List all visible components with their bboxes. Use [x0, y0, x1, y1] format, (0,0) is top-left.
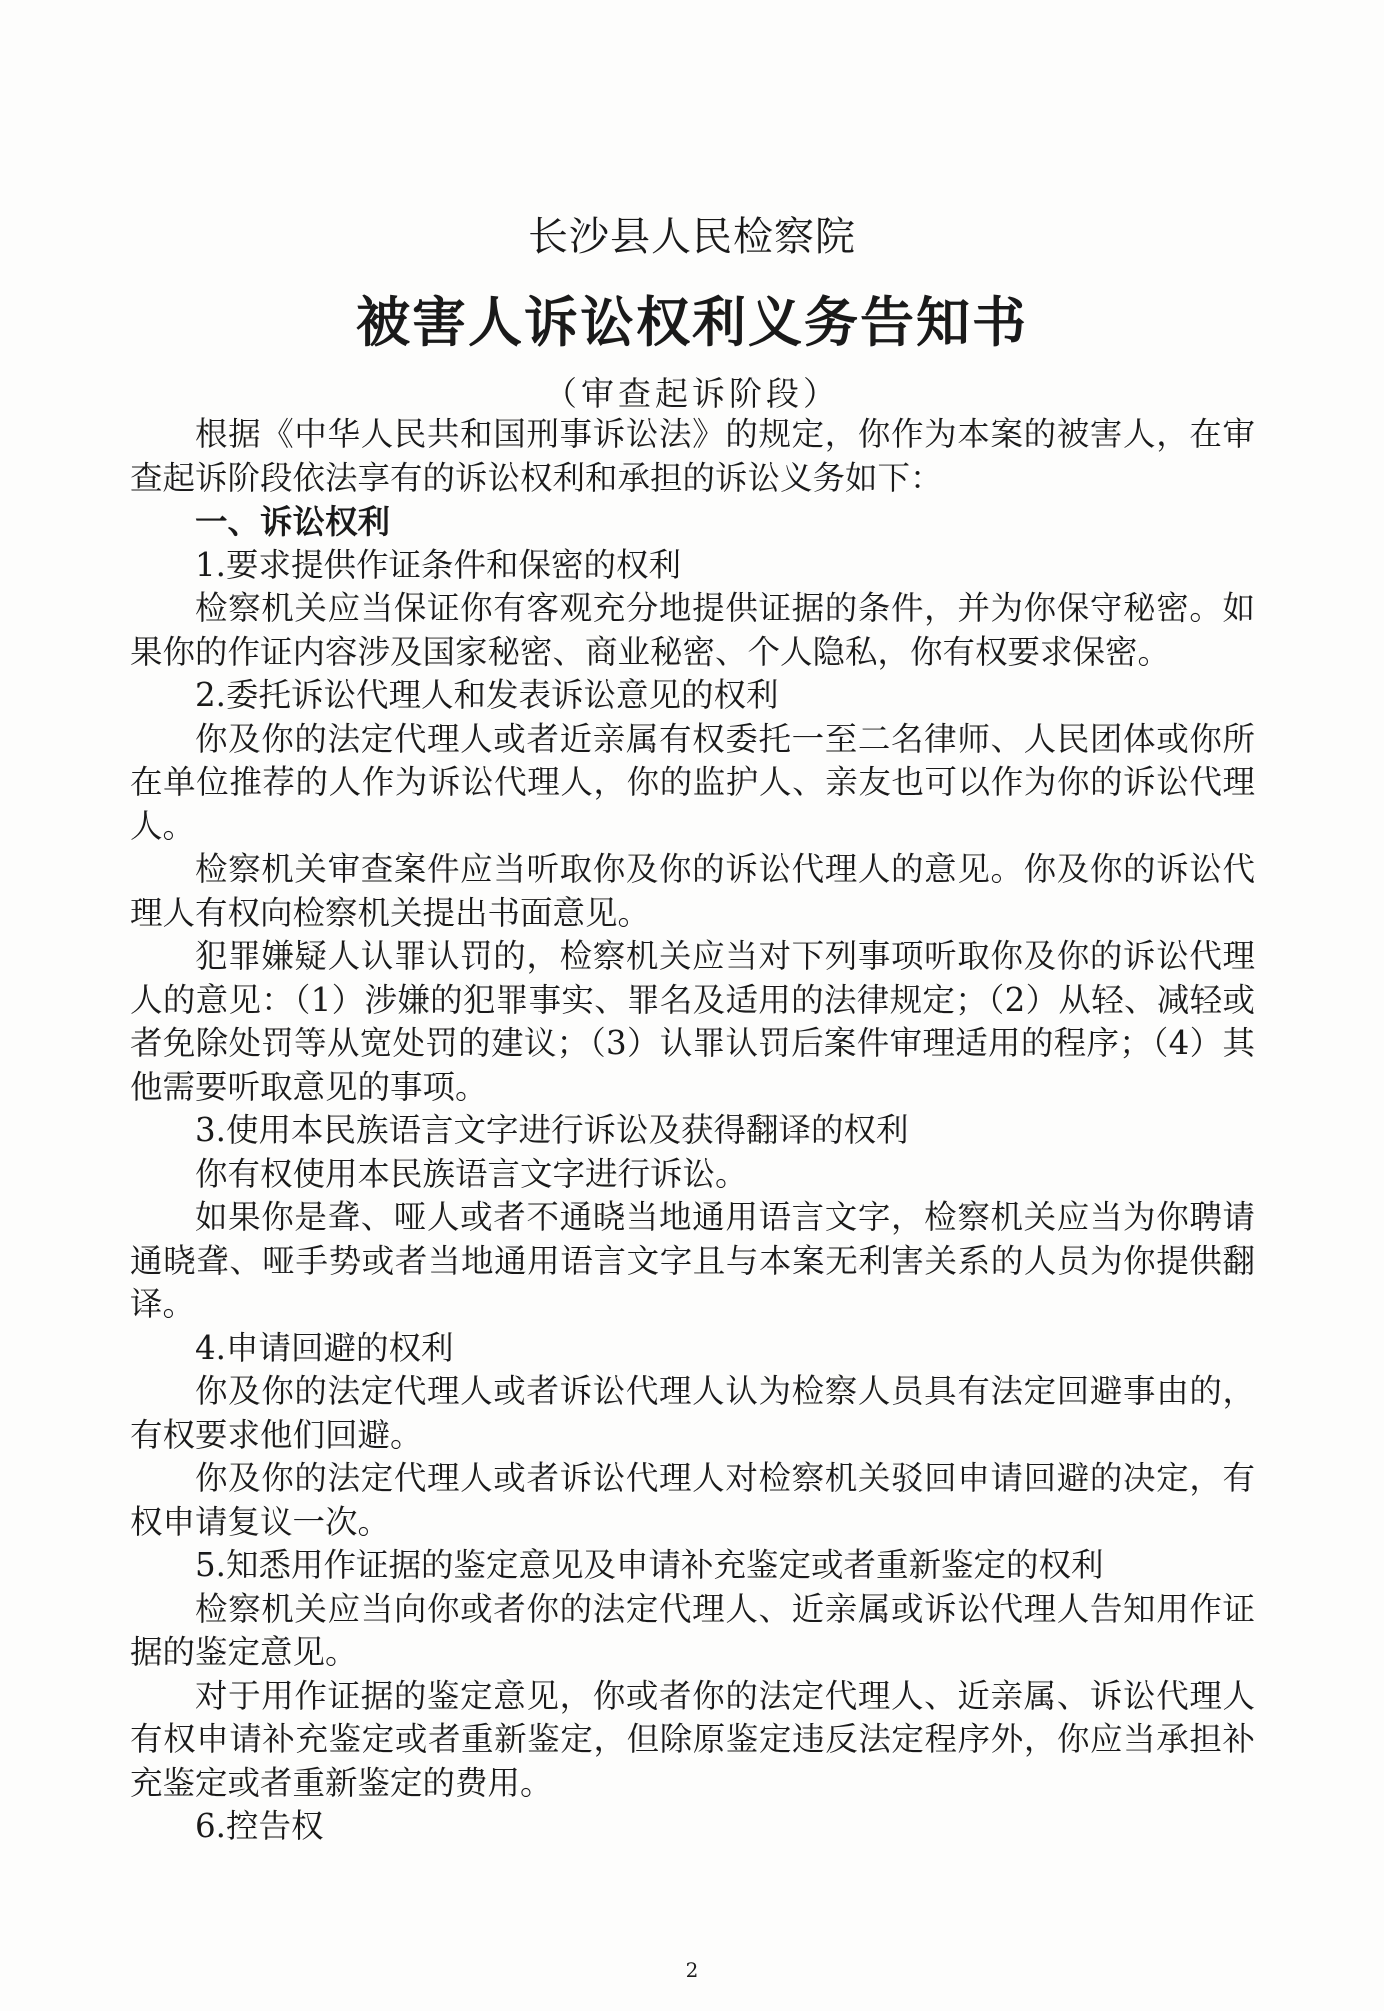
paragraph: 犯罪嫌疑人认罪认罚的，检察机关应当对下列事项听取你及你的诉讼代理人的意见：（1）涉嫌的犯罪事实、罪名及适用的法律规定；（2）从轻、减轻或者免除处罚等从宽处罚的建议；（3）认罪认罚后案件审理适用的程序；（4）其他需要听取意见的事项。 [130, 937, 1255, 1106]
paragraph: 你及你的法定代理人或者近亲属有权委托一至二名律师、人民团体或你所在单位推荐的人作为诉讼代理人，你的监护人、亲友也可以作为你的诉讼代理人。 [130, 719, 1255, 845]
paragraph: 对于用作证据的鉴定意见，你或者你的法定代理人、近亲属、诉讼代理人有权申请补充鉴定或者重新鉴定，但除原鉴定违反法定程序外，你应当承担补充鉴定或者重新鉴定的费用。 [130, 1676, 1255, 1802]
document-body [130, 413, 1255, 1849]
paragraph: 检察机关应当保证你有客观充分地提供证据的条件，并为你保守秘密。如果你的作证内容涉及国家秘密、商业秘密、个人隐私，你有权要求保密。 [130, 589, 1255, 671]
document-stage: （审查起诉阶段） [544, 374, 840, 413]
paragraph: 如果你是聋、哑人或者不通晓当地通用语言文字，检察机关应当为你聘请通晓聋、哑手势或者当地通用语言文字且与本案无利害关系的人员为你提供翻译。 [130, 1198, 1255, 1323]
paragraph: 4.申请回避的权利 [195, 1328, 454, 1367]
paragraph: 6.控告权 [195, 1807, 324, 1845]
page-number: 2 [685, 1958, 699, 1982]
paragraph: 5.知悉用作证据的鉴定意见及申请补充鉴定或者重新鉴定的权利 [195, 1546, 1104, 1584]
paragraph: 1.要求提供作证条件和保密的权利 [195, 545, 682, 584]
paragraph: 检察机关应当向你或者你的法定代理人、近亲属或诉讼代理人告知用作证据的鉴定意见。 [130, 1589, 1255, 1671]
paragraph: 检察机关审查案件应当听取你及你的诉讼代理人的意见。你及你的诉讼代理人有权向检察机关提出书面意见。 [130, 850, 1255, 932]
paragraph: 根据《中华人民共和国刑事诉讼法》的规定，你作为本案的被害人，在审查起诉阶段依法享有的诉讼权利和承担的诉讼义务如下： [130, 415, 1255, 497]
section-heading: 一、诉讼权利 [195, 502, 391, 541]
paragraph: 3.使用本民族语言文字进行诉讼及获得翻译的权利 [195, 1111, 909, 1149]
paragraph: 你及你的法定代理人或者诉讼代理人认为检察人员具有法定回避事由的，有权要求他们回避。 [130, 1372, 1255, 1454]
organization-name: 长沙县人民检察院 [528, 214, 856, 260]
paragraph: 你及你的法定代理人或者诉讼代理人对检察机关驳回申请回避的决定，有权申请复议一次。 [130, 1459, 1255, 1541]
document-title: 被害人诉讼权利义务告知书 [356, 290, 1028, 354]
paragraph: 你有权使用本民族语言文字进行诉讼。 [195, 1154, 748, 1193]
paragraph: 2.委托诉讼代理人和发表诉讼意见的权利 [195, 676, 779, 714]
